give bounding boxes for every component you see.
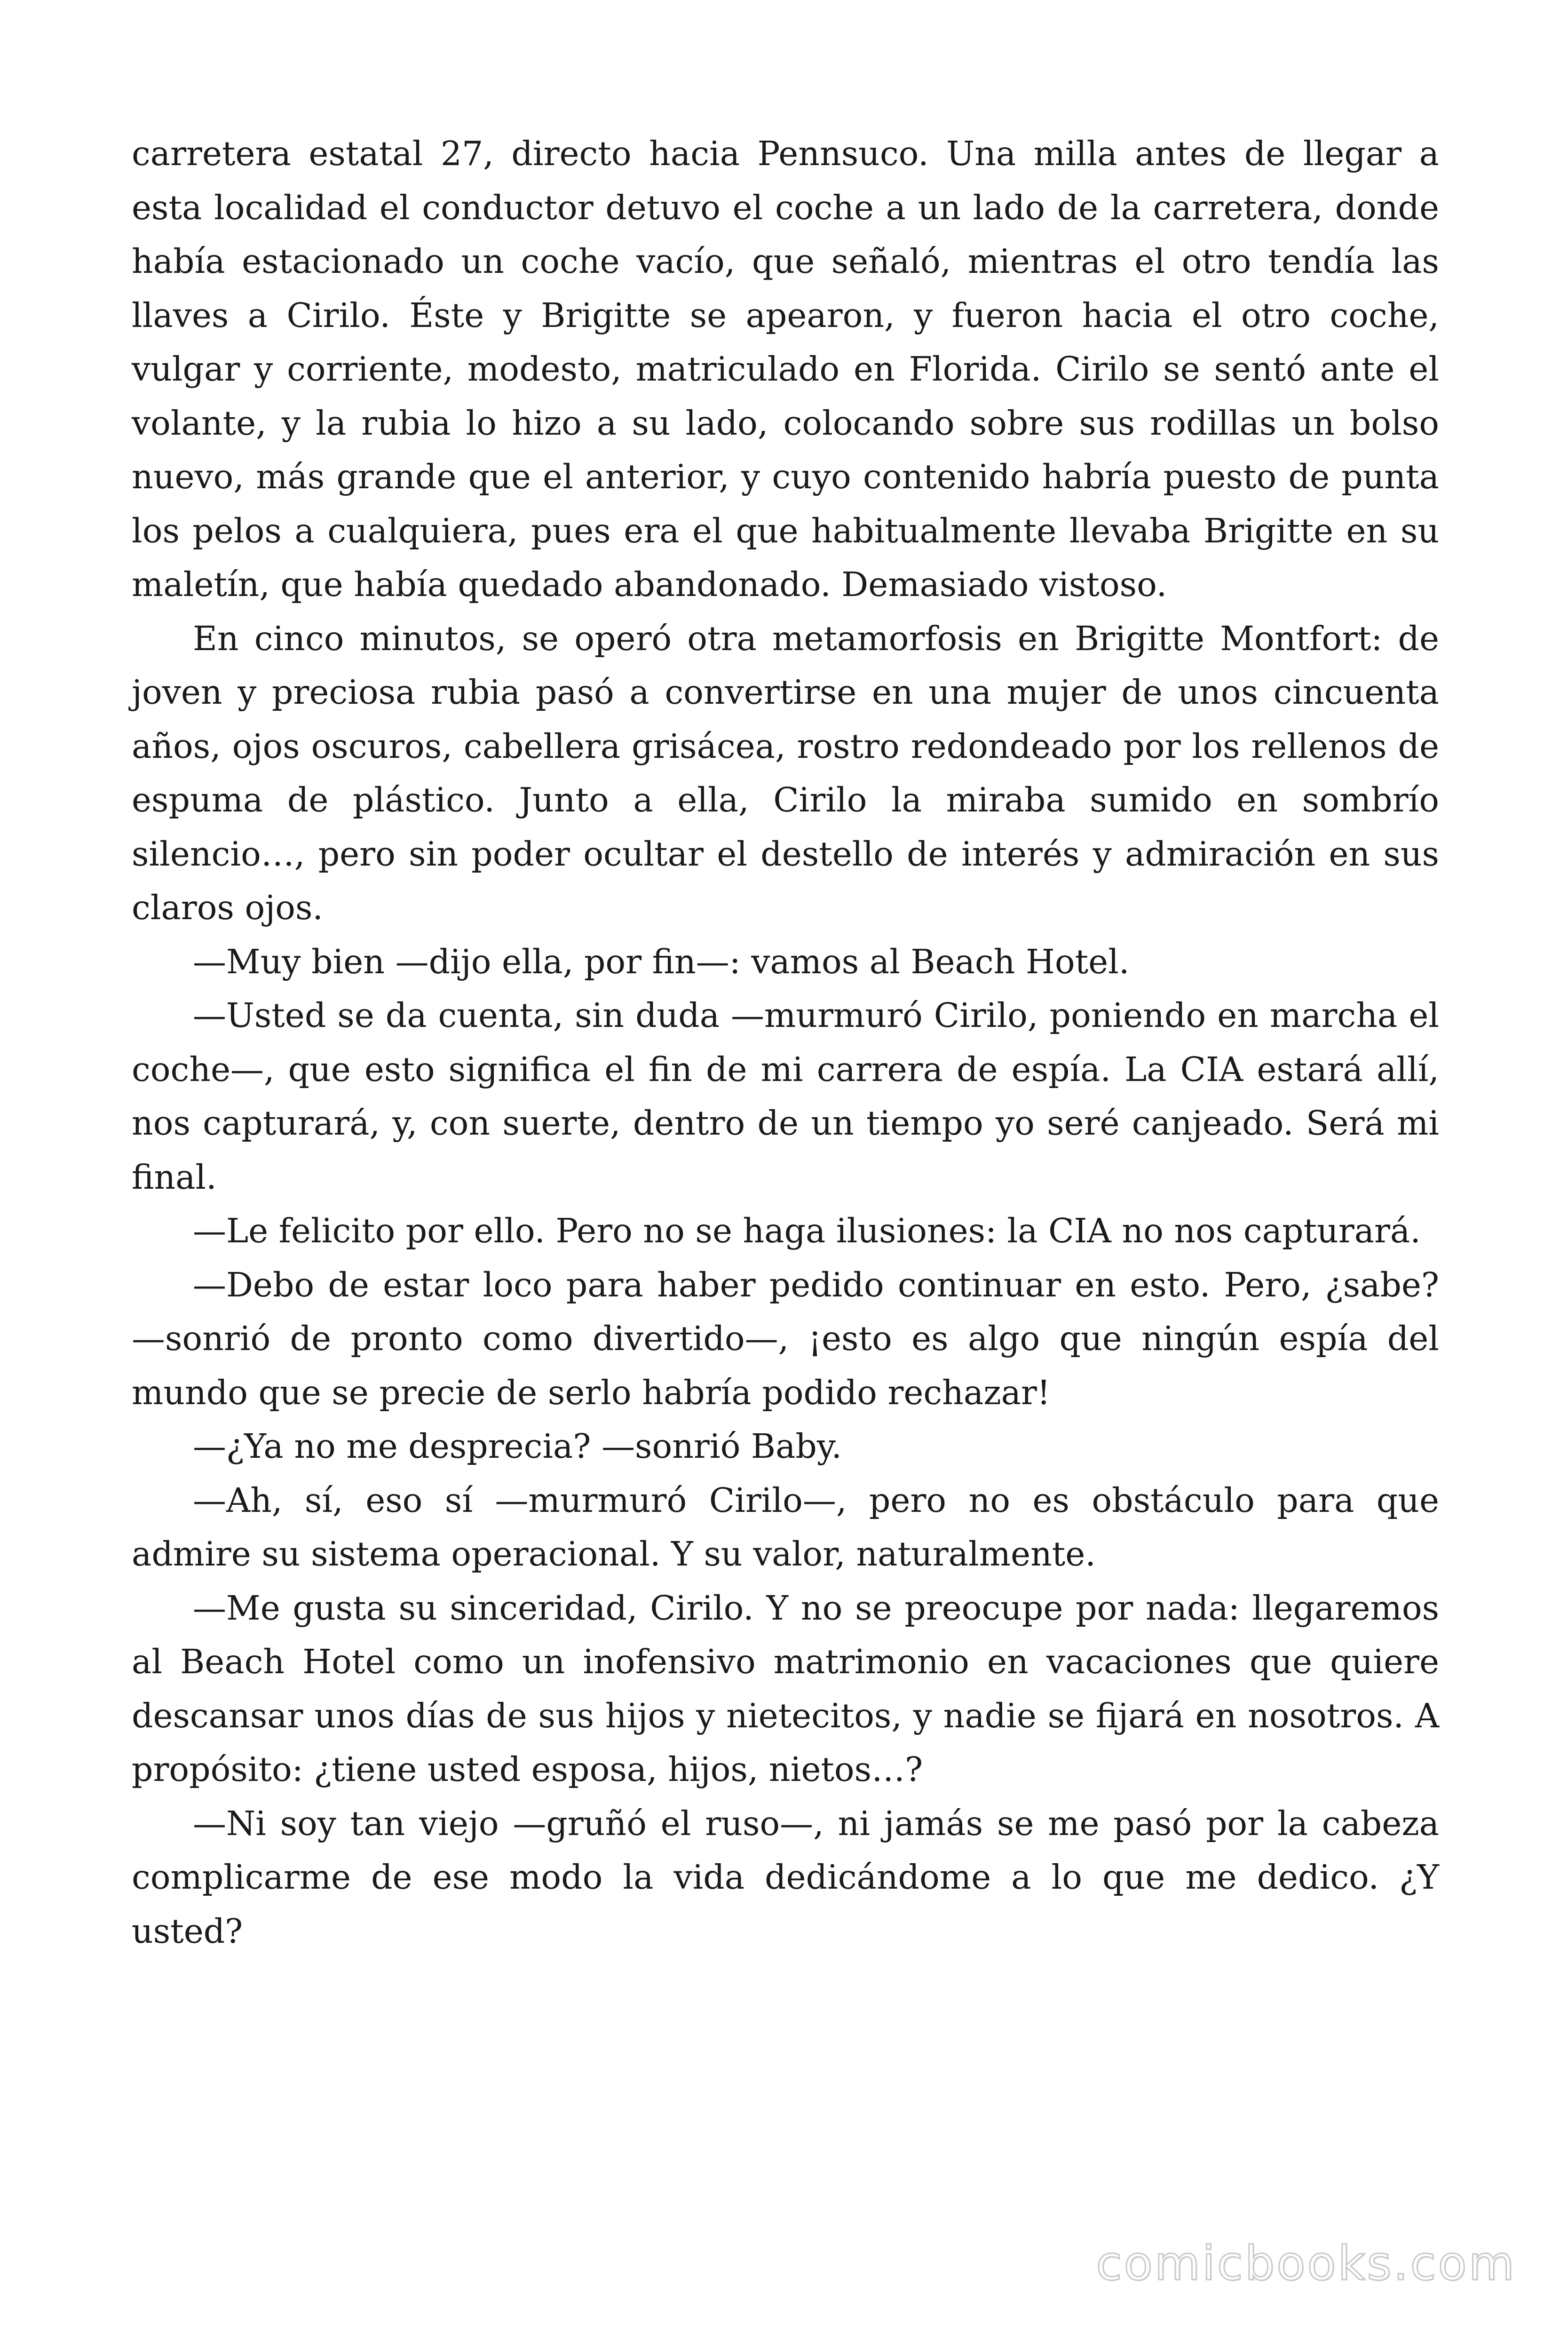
paragraph-1: carretera estatal 27, directo hacia Pennsuco. Una milla antes de llegar a esta localidad el conductor detuvo el coche a un lado de la carretera, donde había estacionado un coche vacío, que señaló, mientras el otro tendía las llaves a Cirilo. Éste y Brigitte se apearon, y fueron hacia el otro coche, vulgar y corriente, modesto, matriculado en Florida. Cirilo se sentó ante el volante, y la rubia lo hizo a su lado, colocando sobre sus rodillas un bolso nuevo, más grande que el anterior, y cuyo contenido habría puesto de punta los pelos a cualquiera, pues era el que habitualmente llevaba Brigitte en su maletín, que había quedado abandonado. Demasiado vistoso. bbox=[132, 134, 1439, 604]
paragraph-7: —¿Ya no me desprecia? —sonrió Baby. bbox=[193, 1427, 842, 1466]
paragraph-2: En cinco minutos, se operó otra metamorfosis en Brigitte Montfort: de joven y preciosa rubia pasó a convertirse en una mujer de unos cincuenta años, ojos oscuros, cabellera grisácea, rostro redondeado por los rellenos de espuma de plástico. Junto a ella, Cirilo la miraba sumido en sombrío silencio…, pero sin poder ocultar el destello de interés y admiración en sus claros ojos. bbox=[132, 619, 1439, 927]
paragraph-10: —Ni soy tan viejo —gruñó el ruso—, ni jamás se me pasó por la cabeza complicarme de ese modo la vida dedicándome a lo que me dedico. ¿Y usted? bbox=[132, 1804, 1439, 1951]
page-body bbox=[132, 127, 1439, 1958]
paragraph-6: —Debo de estar loco para haber pedido continuar en esto. Pero, ¿sabe? —sonrió de pronto como divertido—, ¡esto es algo que ningún espía del mundo que se precie de serlo habría podido rechazar! bbox=[132, 1265, 1439, 1412]
watermark: comicbooks.com bbox=[1096, 2236, 1516, 2291]
paragraph-4: —Usted se da cuenta, sin duda —murmuró Cirilo, poniendo en marcha el coche—, que esto significa el fin de mi carrera de espía. La CIA estará allí, nos capturará, y, con suerte, dentro de un tiempo yo seré canjeado. Será mi final. bbox=[132, 996, 1439, 1197]
paragraph-9: —Me gusta su sinceridad, Cirilo. Y no se preocupe por nada: llegaremos al Beach Hotel como un inofensivo matrimonio en vacaciones que quiere descansar unos días de sus hijos y nietecitos, y nadie se fijará en nosotros. A propósito: ¿tiene usted esposa, hijos, nietos…? bbox=[132, 1588, 1439, 1789]
paragraph-3: —Muy bien —dijo ella, por fin—: vamos al Beach Hotel. bbox=[193, 942, 1130, 981]
paragraph-8: —Ah, sí, eso sí —murmuró Cirilo—, pero no es obstáculo para que admire su sistema operacional. Y su valor, naturalmente. bbox=[132, 1480, 1439, 1573]
paragraph-5: —Le felicito por ello. Pero no se haga ilusiones: la CIA no nos capturará. bbox=[193, 1211, 1421, 1250]
